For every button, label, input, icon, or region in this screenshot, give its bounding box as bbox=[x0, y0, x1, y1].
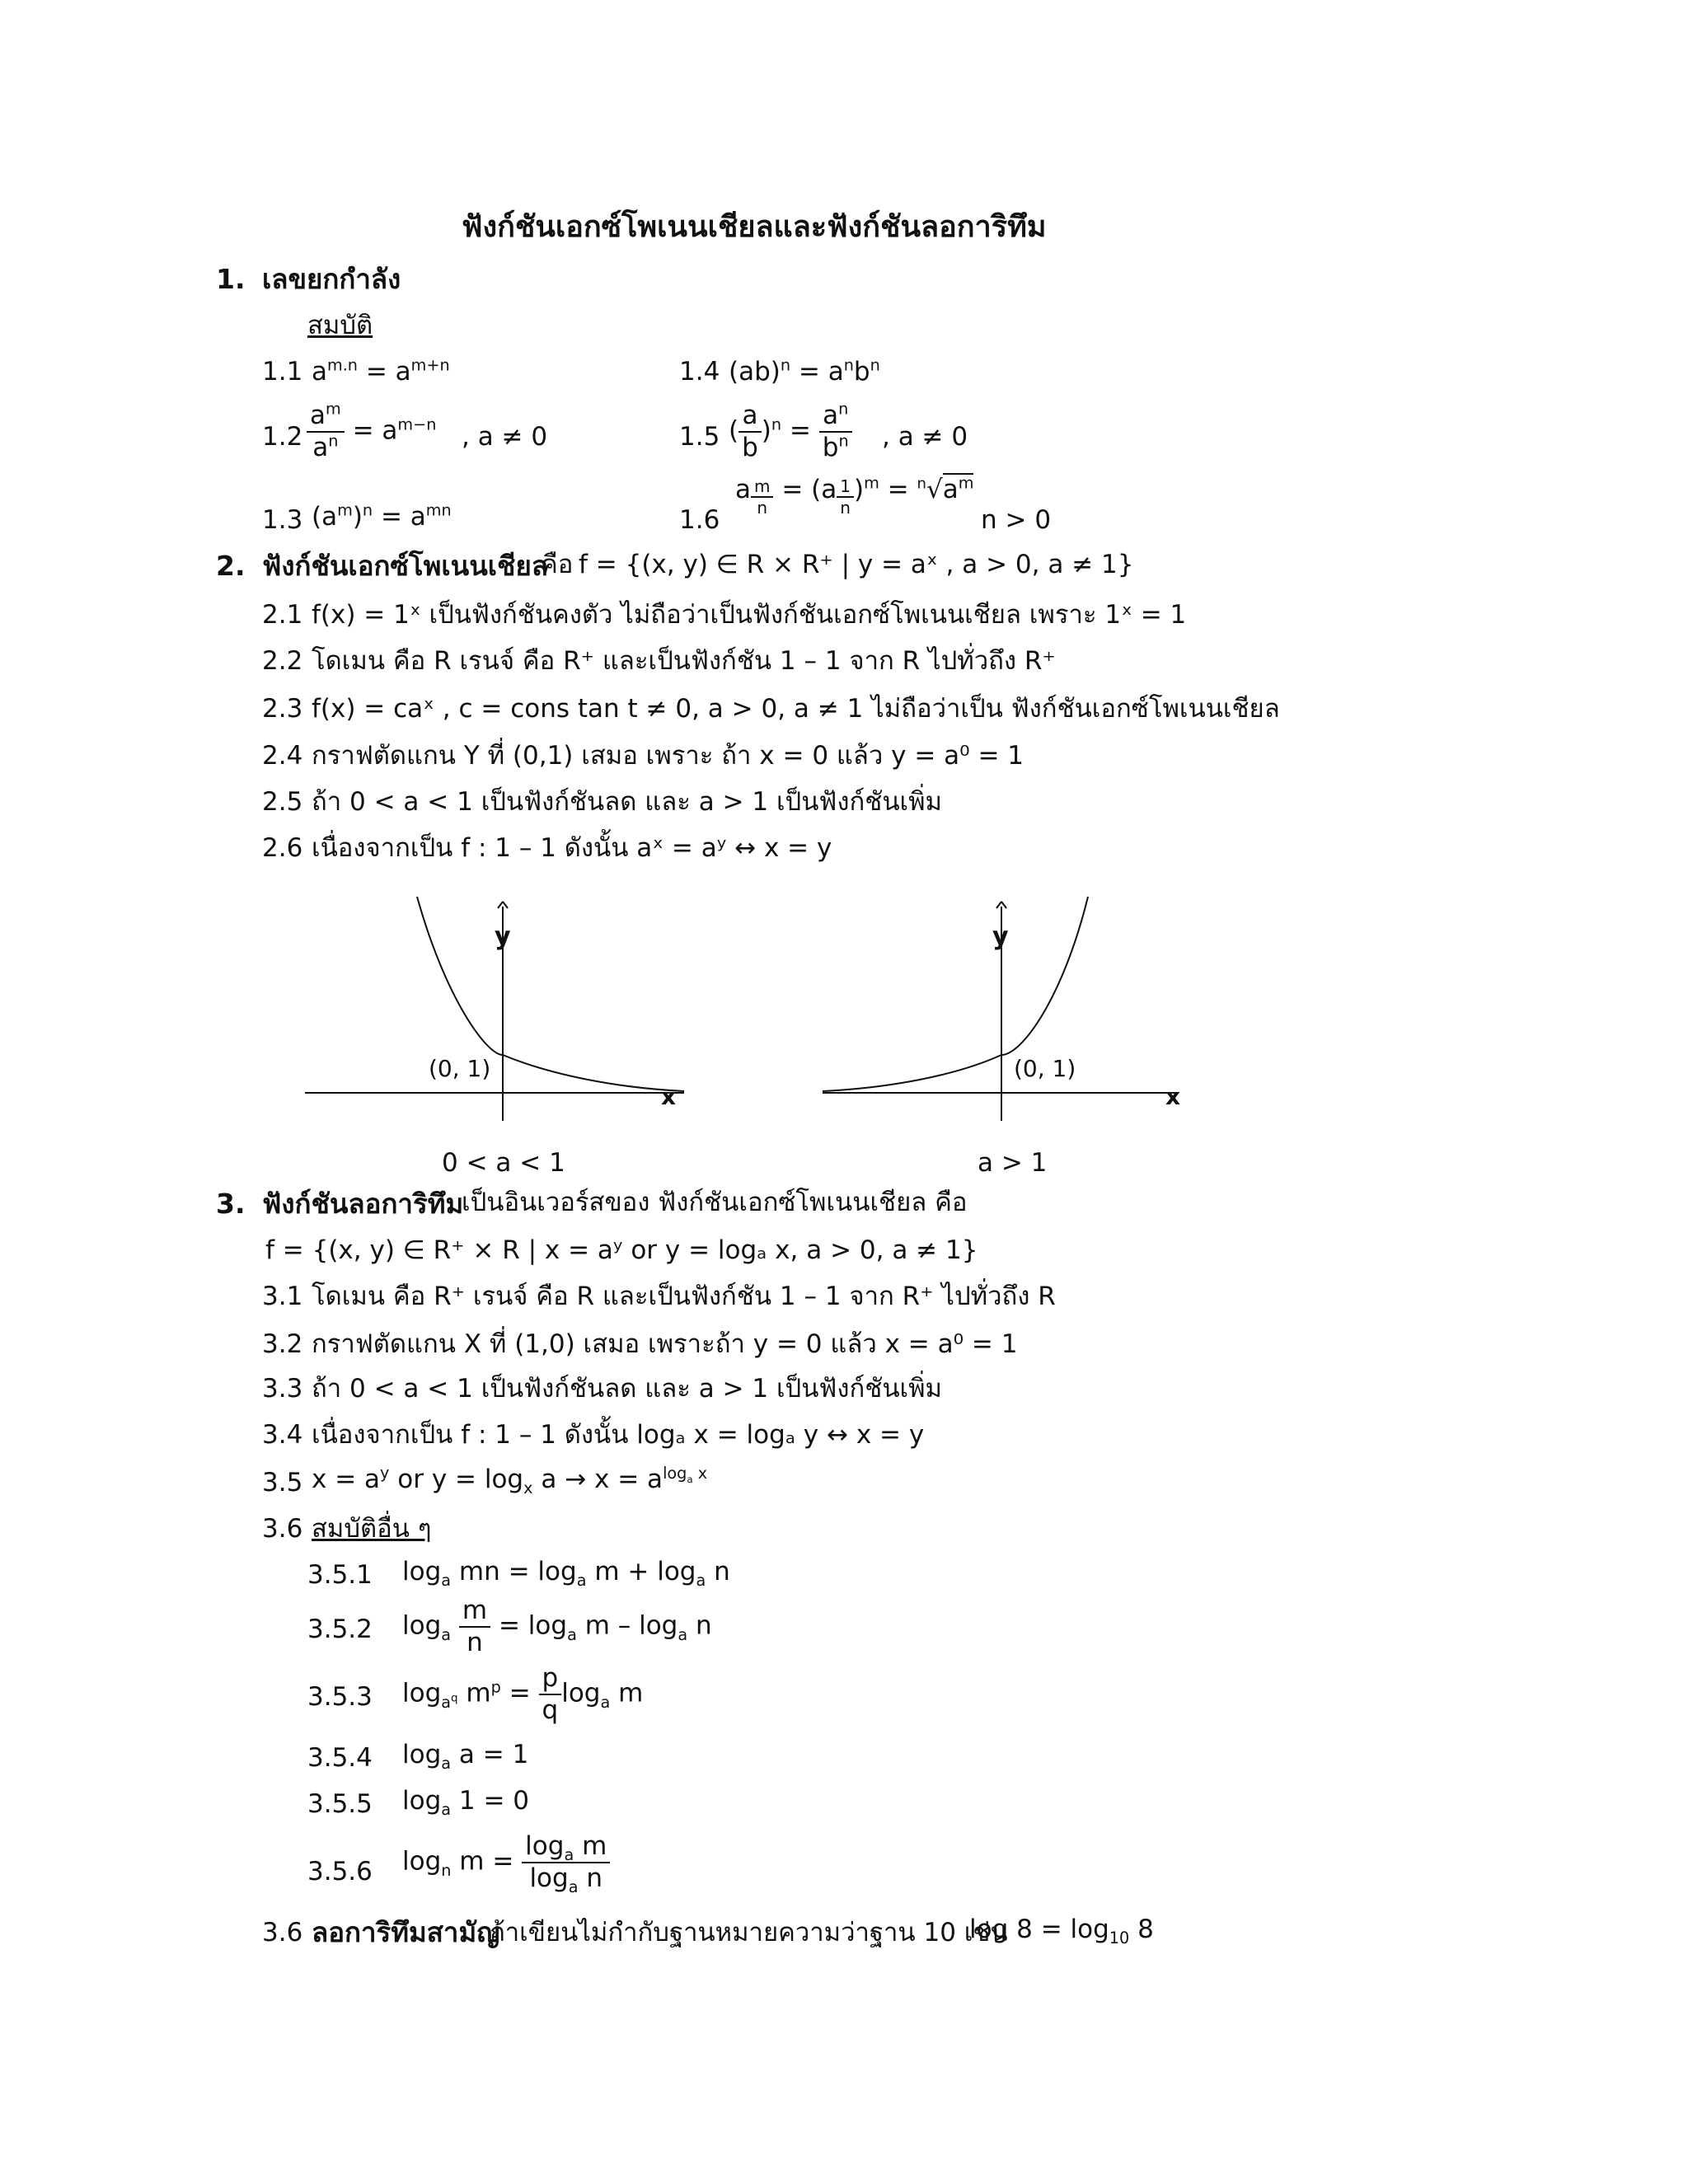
left-y-label: y bbox=[495, 922, 511, 951]
item-2-2-label: 2.2 bbox=[262, 646, 303, 676]
section-1-heading: เลขยกกำลัง bbox=[262, 263, 401, 295]
sub-3-5-4-formula: $\log_a a = 1$ bbox=[402, 1740, 529, 1774]
right-graph-caption: a > 1 bbox=[978, 1148, 1048, 1178]
sub-3-5-5-label: 3.5.5 bbox=[307, 1789, 373, 1819]
item-3-2-text: กราฟตัดแกน X ที่ (1,0) เสมอ เพราะถ้า y = 0 แล้ว x = a⁰ = 1 bbox=[312, 1329, 1018, 1359]
right-x-label: x bbox=[1165, 1083, 1181, 1110]
prop-1-5-label: 1.5 bbox=[679, 422, 720, 452]
item-2-1-label: 2.1 bbox=[262, 600, 303, 630]
common-log-label: 3.6 bbox=[262, 1918, 303, 1947]
item-2-3-label: 2.3 bbox=[262, 694, 303, 724]
item-2-2-text: โดเมน คือ R เรนจ์ คือ R⁺ และเป็นฟังก์ชัน 1 – 1 จาก R ไปทั่วถึง R⁺ bbox=[312, 646, 1056, 676]
left-graph-caption: 0 < a < 1 bbox=[442, 1148, 565, 1178]
section-2-is: คือ bbox=[541, 550, 574, 579]
sub-3-5-2-formula: $\log_a$ $\frac{m}{n}$ = $\log_a m - \log_a n$ bbox=[402, 1596, 712, 1658]
common-log-heading: ลอการิทึมสามัญ bbox=[312, 1916, 500, 1948]
sub-3-5-3-label: 3.5.3 bbox=[307, 1682, 373, 1712]
section-3-intro: เป็นอินเวอร์สของ ฟังก์ชันเอกซ์โพเนนเชียล คือ bbox=[462, 1188, 968, 1217]
left-point-label: (0, 1) bbox=[429, 1055, 491, 1082]
increasing-exponential-graph bbox=[816, 890, 1212, 1154]
prop-1-3-formula: $(a^m)^n = a^{mn}$ bbox=[312, 500, 452, 532]
item-3-4-label: 3.4 bbox=[262, 1420, 303, 1450]
section-3-heading: ฟังก์ชันลอการิทึม bbox=[262, 1188, 464, 1220]
item-3-6-label: 3.6 bbox=[262, 1514, 303, 1544]
item-2-5-text: ถ้า 0 < a < 1 เป็นฟังก์ชันลด และ a > 1 เป็นฟังก์ชันเพิ่ม bbox=[312, 787, 942, 817]
item-3-1-text: โดเมน คือ R⁺ เรนจ์ คือ R และเป็นฟังก์ชัน 1 – 1 จาก R⁺ ไปทั่วถึง R bbox=[312, 1282, 1056, 1311]
prop-1-6-condition: n > 0 bbox=[981, 505, 1052, 535]
section-2-number: 2. bbox=[216, 550, 246, 582]
prop-1-4-formula: $(ab)^n = a^nb^n$ bbox=[729, 355, 880, 387]
right-y-label: y bbox=[992, 922, 1009, 951]
sub-3-5-6-label: 3.5.6 bbox=[307, 1857, 373, 1886]
properties-subheading: สมบัติ bbox=[307, 311, 373, 340]
section-1-number: 1. bbox=[216, 263, 246, 295]
item-2-6-text: เนื่องจากเป็น f : 1 – 1 ดังนั้น aˣ = aʸ ↔ x = y bbox=[312, 833, 832, 863]
sub-3-5-6-formula: $\log_n m$ = $\frac{\log_a m}{\log_a n}$ bbox=[402, 1831, 610, 1894]
right-point-label: (0, 1) bbox=[1014, 1055, 1076, 1082]
section-2-heading: ฟังก์ชันเอกซ์โพเนนเชียล bbox=[262, 550, 548, 582]
prop-1-2-label: 1.2 bbox=[262, 422, 303, 452]
prop-1-1-label: 1.1 bbox=[262, 357, 303, 387]
item-3-5-formula: $x = a^y$ or $y = \log_x a \to x = a^{log_a x}$ bbox=[312, 1463, 708, 1498]
item-3-3-label: 3.3 bbox=[262, 1374, 303, 1404]
sub-3-5-5-formula: $\log_a 1 = 0$ bbox=[402, 1786, 530, 1820]
item-2-3-text: f(x) = caˣ , c = cons tan t ≠ 0, a > 0, a ≠ 1 ไม่ถือว่าเป็น ฟังก์ชันเอกซ์โพเนนเชียล bbox=[312, 694, 1280, 724]
item-2-6-label: 2.6 bbox=[262, 833, 303, 863]
item-3-1-label: 3.1 bbox=[262, 1282, 303, 1311]
page-title: ฟังก์ชันเอกซ์โพเนนเชียลและฟังก์ชันลอการิทึม bbox=[462, 210, 1047, 244]
prop-1-1-formula: $a^{m.n} = a^{m+n}$ bbox=[312, 355, 450, 387]
item-3-3-text: ถ้า 0 < a < 1 เป็นฟังก์ชันลด และ a > 1 เป็นฟังก์ชันเพิ่ม bbox=[312, 1374, 942, 1404]
prop-1-2-condition: , a ≠ 0 bbox=[462, 422, 548, 452]
left-x-label: x bbox=[661, 1083, 677, 1110]
sub-3-5-1-formula: $\log_a$ mn = $\log_a m + \log_a n$ bbox=[402, 1557, 730, 1591]
exponential-definition: f = {(x, y) ∈ R × R⁺ | y = aˣ , a > 0, a ≠ 1} bbox=[579, 550, 1134, 579]
prop-1-4-label: 1.4 bbox=[679, 357, 720, 387]
section-3-number: 3. bbox=[216, 1188, 246, 1220]
sub-3-5-4-label: 3.5.4 bbox=[307, 1743, 373, 1773]
item-3-2-label: 3.2 bbox=[262, 1329, 303, 1359]
prop-1-5-condition: , a ≠ 0 bbox=[882, 422, 968, 452]
prop-1-2-formula: $\frac{a^m}{a^n}$ = $a^{m-n}$ bbox=[307, 401, 436, 463]
prop-1-5-formula: ( $\frac{a}{b}$ )$^n$ = $\frac{a^n}{b^n}$ bbox=[729, 401, 852, 463]
item-2-1-text: f(x) = 1ˣ เป็นฟังก์ชันคงตัว ไม่ถือว่าเป็นฟังก์ชันเอกซ์โพเนนเชียล เพราะ 1ˣ = 1 bbox=[312, 600, 1187, 630]
sub-3-5-2-label: 3.5.2 bbox=[307, 1615, 373, 1644]
item-3-6-text: สมบัติอื่น ๆ bbox=[312, 1514, 432, 1544]
item-2-4-label: 2.4 bbox=[262, 741, 303, 771]
prop-1-6-formula: a $\frac{m}{n}$ = (a $\frac{1}{n}$ )$^m = ^n√a^m$ bbox=[735, 473, 974, 518]
decreasing-exponential-graph bbox=[305, 890, 701, 1154]
common-log-text: ถ้าเขียนไม่กำกับฐานหมายความว่าฐาน 10 เช่น bbox=[490, 1918, 1008, 1947]
logarithm-definition: f = {(x, y) ∈ R⁺ × R | x = aʸ or y = logₐ x, a > 0, a ≠ 1} bbox=[265, 1235, 978, 1265]
prop-1-6-label: 1.6 bbox=[679, 505, 720, 535]
item-2-5-label: 2.5 bbox=[262, 787, 303, 817]
sub-3-5-3-formula: $\log_{a^q} m^p$ = $\frac{p}{q}$ $\log_a m$ bbox=[402, 1663, 644, 1726]
common-log-example: $\log 8 = \log_{10} 8$ bbox=[969, 1915, 1154, 1948]
sub-3-5-1-label: 3.5.1 bbox=[307, 1560, 373, 1590]
item-3-4-text: เนื่องจากเป็น f : 1 – 1 ดังนั้น logₐ x = logₐ y ↔ x = y bbox=[312, 1420, 925, 1450]
item-3-5-label: 3.5 bbox=[262, 1468, 303, 1497]
prop-1-3-label: 1.3 bbox=[262, 505, 303, 535]
item-2-4-text: กราฟตัดแกน Y ที่ (0,1) เสมอ เพราะ ถ้า x = 0 แล้ว y = a⁰ = 1 bbox=[312, 741, 1025, 771]
